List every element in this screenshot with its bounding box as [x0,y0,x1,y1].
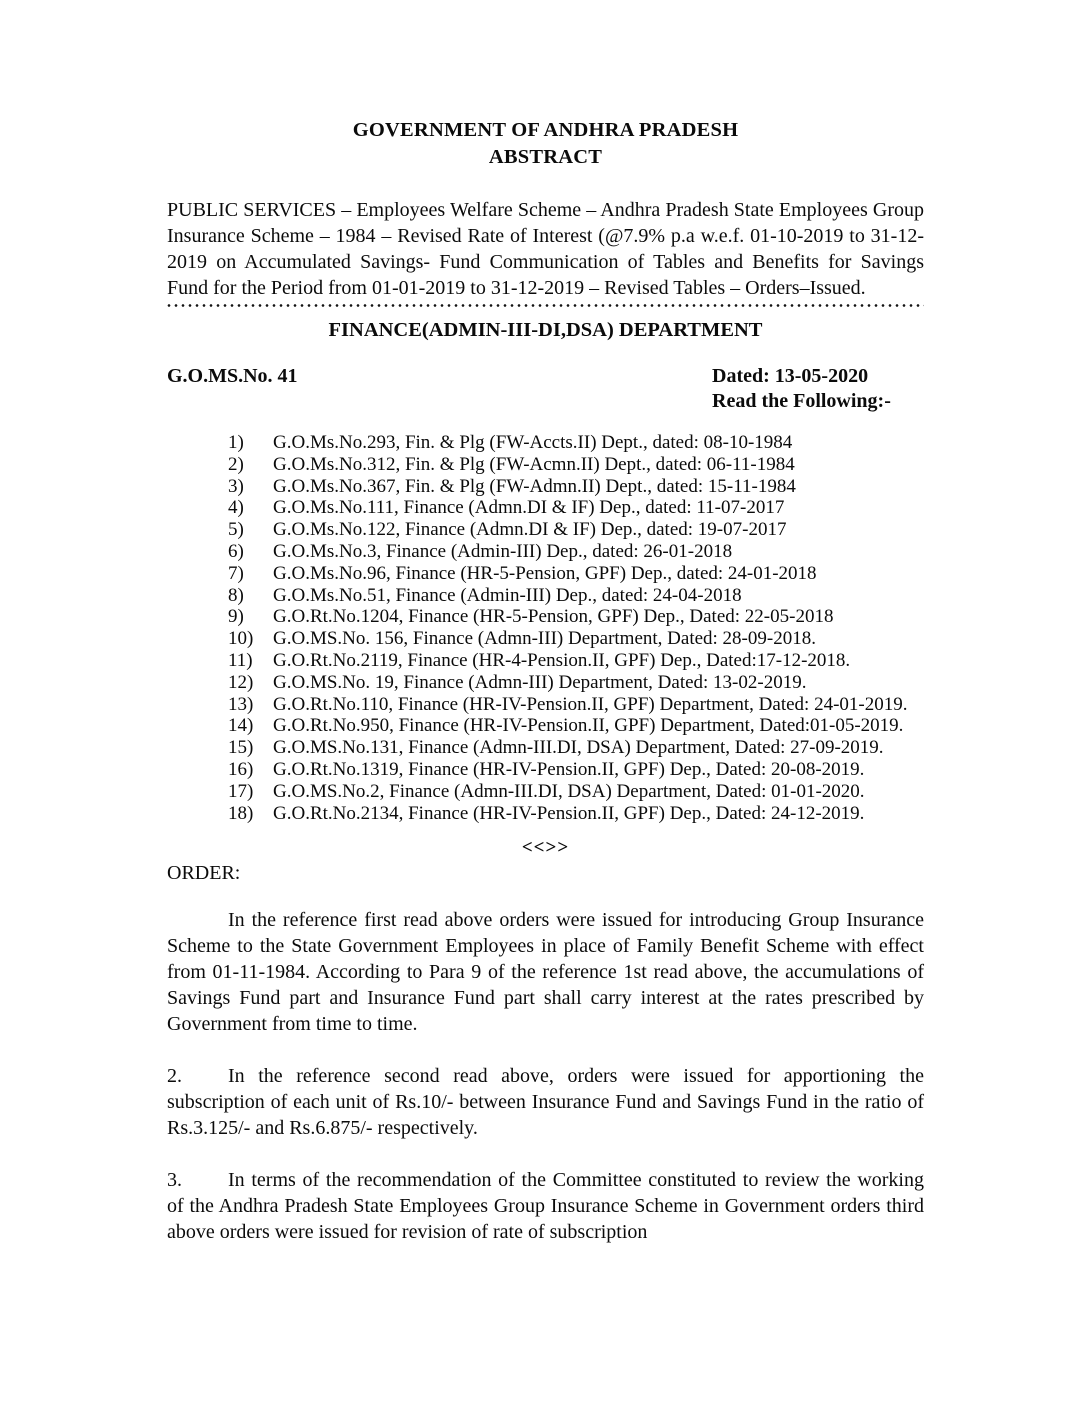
paragraph-text: In the reference first read above orders were issued for introducing Group Insurance Scheme to the State Government Employees in place of Family Benefit Scheme with effect from 01-11-1984. According to Para 9 of the reference 1st read above, the accumulations of Savings Fund part and Insurance Fund part shall carry interest at the rates prescribed by Government from time to time. [167,909,924,1036]
date-block [712,364,891,414]
reference-number: 10) [228,628,254,650]
reference-item [167,737,924,759]
reference-number: 9) [228,606,244,628]
reference-item [167,541,924,563]
reference-item [167,432,924,454]
reference-text: G.O.MS.No. 156, Finance (Admn-III) Department, Dated: 28-09-2018. [273,628,816,650]
order-paragraph [167,1063,924,1141]
reference-number: 12) [228,671,254,693]
reference-item [167,563,924,585]
reference-item [167,519,924,541]
reference-number: 17) [228,780,254,802]
reference-item [167,759,924,781]
reference-text: G.O.Ms.No.3, Finance (Admin-III) Dep., dated: 26-01-2018 [273,540,733,562]
reference-text: G.O.Rt.No.1204, Finance (HR-5-Pension, GPF) Dep., Dated: 22-05-2018 [273,606,834,628]
reference-text: G.O.Ms.No.96, Finance (HR-5-Pension, GPF) Dep., dated: 24-01-2018 [273,562,817,584]
department-heading: FINANCE(ADMIN-III-DI,DSA) DEPARTMENT [328,319,763,341]
reference-number: 7) [228,562,244,584]
reference-number: 18) [228,802,254,824]
reference-item [167,497,924,519]
reference-text: G.O.Rt.No.110, Finance (HR-IV-Pension.II, GPF) Department, Dated: 24-01-2019. [273,693,908,715]
reference-item [167,672,924,694]
reference-text: G.O.Rt.No.1319, Finance (HR-IV-Pension.II, GPF) Dep., Dated: 20-08-2019. [273,758,865,780]
section-separator: <<>> [521,837,570,859]
document-title: GOVERNMENT OF ANDHRA PRADESH [352,119,739,141]
reference-number: 5) [228,519,244,541]
read-following-line: Read the Following:- [712,390,891,412]
order-heading: ORDER: [167,862,241,885]
reference-item [167,476,924,498]
order-paragraph [167,1167,924,1245]
reference-item [167,454,924,476]
document-subtitle: ABSTRACT [488,146,603,168]
paragraph-text: In terms of the recommendation of the Committee constituted to review the working of the Andhra Pradesh State Employees Group Insurance Scheme in Government orders third above orders were issued for revision of rate of subscription [167,1169,924,1244]
order-paragraph [167,907,924,1037]
reference-item [167,628,924,650]
reference-text: G.O.Ms.No.312, Fin. & Plg (FW-Acmn.II) Dept., dated: 06-11-1984 [273,453,795,475]
paragraph-number: 2. [167,1065,182,1088]
reference-text: G.O.MS.No.131, Finance (Admn-III.DI, DSA) Department, Dated: 27-09-2019. [273,737,884,759]
reference-item [167,650,924,672]
reference-number: 1) [228,432,244,453]
reference-number: 13) [228,693,254,715]
reference-item [167,781,924,803]
order-paragraphs [167,907,924,1245]
reference-item [167,715,924,737]
reference-number: 8) [228,584,244,606]
reference-item [167,606,924,628]
reference-number: 14) [228,715,254,737]
dated-line: Dated: 13-05-2020 [712,365,869,387]
references-list [167,432,924,824]
reference-number: 11) [228,649,253,671]
reference-number: 3) [228,475,244,497]
reference-text: G.O.Ms.No.293, Fin. & Plg (FW-Accts.II) Dept., dated: 08-10-1984 [273,432,793,453]
reference-text: G.O.Rt.No.950, Finance (HR-IV-Pension.II, GPF) Department, Dated:01-05-2019. [273,715,904,737]
reference-text: G.O.Rt.No.2119, Finance (HR-4-Pension.II, GPF) Dep., Dated:17-12-2018. [273,649,851,671]
reference-text: G.O.Ms.No.51, Finance (Admin-III) Dep., dated: 24-04-2018 [273,584,742,606]
reference-text: G.O.MS.No.2, Finance (Admn-III.DI, DSA) Department, Dated: 01-01-2020. [273,780,865,802]
reference-number: 6) [228,540,244,562]
paragraph-text: In the reference second read above, orders were issued for apportioning the subscription of each unit of Rs.10/- between Insurance Fund and Savings Fund in the ratio of Rs.3.125/- and Rs.6.875/- respectively. [167,1065,924,1140]
reference-text: G.O.Ms.No.111, Finance (Admn.DI & IF) Dep., dated: 11-07-2017 [273,497,785,519]
go-number: G.O.MS.No. 41 [167,365,298,387]
reference-text: G.O.Rt.No.2134, Finance (HR-IV-Pension.II, GPF) Dep., Dated: 24-12-2019. [273,802,865,824]
dotted-divider [167,303,924,308]
reference-text: G.O.Ms.No.122, Finance (Admn.DI & IF) Dep., dated: 19-07-2017 [273,519,787,541]
reference-item [167,585,924,607]
reference-number: 2) [228,453,244,475]
reference-number: 4) [228,497,244,519]
reference-number: 15) [228,737,254,759]
reference-item [167,694,924,716]
reference-text: G.O.MS.No. 19, Finance (Admn-III) Department, Dated: 13-02-2019. [273,671,807,693]
reference-text: G.O.Ms.No.367, Fin. & Plg (FW-Admn.II) Dept., dated: 15-11-1984 [273,475,796,497]
abstract-paragraph: PUBLIC SERVICES – Employees Welfare Scheme – Andhra Pradesh State Employees Group Insurance Scheme – 1984 – Revised Rate of Interest (@7.9% p.a w.e.f. 01-10-2019 to 31-12-2019 on Accumulated Savings- Fund Communication of Tables and Benefits for Savings Fund for the Period from 01-01-2019 to 31-12-2019 – Revised Tables – Orders–Issued. [167,199,924,299]
order-meta-row [167,364,924,416]
paragraph-number: 3. [167,1169,182,1192]
reference-item [167,803,924,825]
reference-number: 16) [228,758,254,780]
